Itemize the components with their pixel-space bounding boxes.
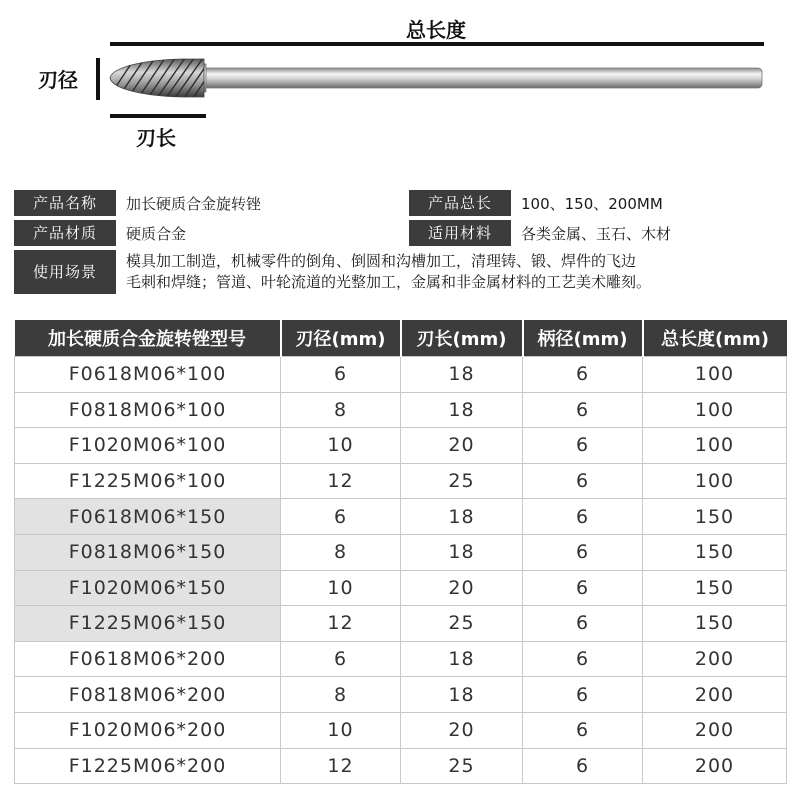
total-length-value: 100、150、200MM xyxy=(521,194,663,213)
usage-line-2: 毛刺和焊缝；管道、叶轮流道的光整加工，金属和非金属材料的工艺美术雕刻。 xyxy=(126,273,652,291)
table-header-row xyxy=(15,320,787,357)
cell-model: F1225M06*100 xyxy=(15,463,281,499)
spec-row-1 xyxy=(14,190,786,216)
cell-model: F1225M06*200 xyxy=(15,748,281,784)
cell-total-length: 150 xyxy=(643,570,787,606)
cell-diameter: 6 xyxy=(281,357,401,393)
cell-blade-length: 20 xyxy=(401,570,523,606)
header-blade-length: 刃长(mm) xyxy=(401,320,523,357)
cell-total-length: 100 xyxy=(643,357,787,393)
cell-blade-length: 20 xyxy=(401,428,523,464)
header-total-length: 总长度(mm) xyxy=(643,320,787,357)
table-row xyxy=(15,392,787,428)
spec-row-2 xyxy=(14,220,786,246)
cell-total-length: 200 xyxy=(643,677,787,713)
table-row xyxy=(15,677,787,713)
cell-shank: 6 xyxy=(523,677,643,713)
product-name-value: 加长硬质合金旋转锉 xyxy=(126,194,262,213)
cell-total-length: 200 xyxy=(643,641,787,677)
cell-total-length: 100 xyxy=(643,392,787,428)
cell-model: F0818M06*100 xyxy=(15,392,281,428)
cell-total-length: 150 xyxy=(643,534,787,570)
total-length-label: 总长度 xyxy=(406,18,466,42)
cell-diameter: 8 xyxy=(281,677,401,713)
cell-shank: 6 xyxy=(523,570,643,606)
cell-shank: 6 xyxy=(523,712,643,748)
table-row xyxy=(15,534,787,570)
cell-blade-length: 18 xyxy=(401,677,523,713)
burr-bit-image xyxy=(0,0,800,170)
cell-diameter: 12 xyxy=(281,463,401,499)
cell-model: F0618M06*150 xyxy=(15,499,281,535)
cell-diameter: 8 xyxy=(281,534,401,570)
usage-line-1: 模具加工制造，机械零件的倒角、倒圆和沟槽加工，清理铸、锻、焊件的飞边 xyxy=(126,252,637,270)
cell-shank: 6 xyxy=(523,641,643,677)
usage-value xyxy=(116,250,651,293)
cell-blade-length: 18 xyxy=(401,392,523,428)
material-key: 产品材质 xyxy=(14,220,116,246)
cell-shank: 6 xyxy=(523,392,643,428)
cell-diameter: 10 xyxy=(281,570,401,606)
spec-block xyxy=(14,190,786,298)
table-row xyxy=(15,499,787,535)
table-row xyxy=(15,570,787,606)
cell-blade-length: 18 xyxy=(401,357,523,393)
cell-total-length: 100 xyxy=(643,463,787,499)
cell-shank: 6 xyxy=(523,606,643,642)
cell-diameter: 12 xyxy=(281,606,401,642)
cell-total-length: 150 xyxy=(643,606,787,642)
cell-shank: 6 xyxy=(523,357,643,393)
header-diameter: 刃径(mm) xyxy=(281,320,401,357)
cell-total-length: 200 xyxy=(643,748,787,784)
cell-blade-length: 18 xyxy=(401,499,523,535)
cell-model: F0818M06*200 xyxy=(15,677,281,713)
cell-model: F0818M06*150 xyxy=(15,534,281,570)
cell-blade-length: 18 xyxy=(401,641,523,677)
shank xyxy=(200,68,762,88)
cell-blade-length: 25 xyxy=(401,463,523,499)
cell-model: F1020M06*150 xyxy=(15,570,281,606)
cell-model: F1225M06*150 xyxy=(15,606,281,642)
cell-blade-length: 18 xyxy=(401,534,523,570)
cell-shank: 6 xyxy=(523,534,643,570)
cell-total-length: 150 xyxy=(643,499,787,535)
table-row xyxy=(15,606,787,642)
cell-shank: 6 xyxy=(523,748,643,784)
cell-blade-length: 25 xyxy=(401,606,523,642)
cell-model: F1020M06*200 xyxy=(15,712,281,748)
table-row xyxy=(15,428,787,464)
cell-shank: 6 xyxy=(523,463,643,499)
applicable-key: 适用材料 xyxy=(409,220,511,246)
table-row xyxy=(15,748,787,784)
cell-model: F0618M06*100 xyxy=(15,357,281,393)
total-length-key: 产品总长 xyxy=(409,190,511,216)
table-row xyxy=(15,712,787,748)
model-table xyxy=(14,320,787,784)
tool-diagram xyxy=(0,0,800,170)
cell-total-length: 200 xyxy=(643,712,787,748)
spec-row-3 xyxy=(14,250,786,294)
cell-diameter: 12 xyxy=(281,748,401,784)
product-name-key: 产品名称 xyxy=(14,190,116,216)
cell-diameter: 6 xyxy=(281,499,401,535)
blade-diameter-label: 刃径 xyxy=(38,68,78,92)
cell-diameter: 10 xyxy=(281,428,401,464)
material-value: 硬质合金 xyxy=(126,224,187,243)
cell-blade-length: 20 xyxy=(401,712,523,748)
cell-diameter: 10 xyxy=(281,712,401,748)
usage-key: 使用场景 xyxy=(14,250,116,294)
table-row xyxy=(15,357,787,393)
cell-blade-length: 25 xyxy=(401,748,523,784)
cell-total-length: 100 xyxy=(643,428,787,464)
cell-model: F1020M06*100 xyxy=(15,428,281,464)
table-row xyxy=(15,463,787,499)
cell-shank: 6 xyxy=(523,499,643,535)
cell-shank: 6 xyxy=(523,428,643,464)
header-shank: 柄径(mm) xyxy=(523,320,643,357)
blade-length-label: 刃长 xyxy=(136,126,176,150)
cell-diameter: 8 xyxy=(281,392,401,428)
table-row xyxy=(15,641,787,677)
cell-model: F0618M06*200 xyxy=(15,641,281,677)
applicable-value: 各类金属、玉石、木材 xyxy=(521,224,672,243)
cell-diameter: 6 xyxy=(281,641,401,677)
header-model: 加长硬质合金旋转锉型号 xyxy=(15,320,281,357)
